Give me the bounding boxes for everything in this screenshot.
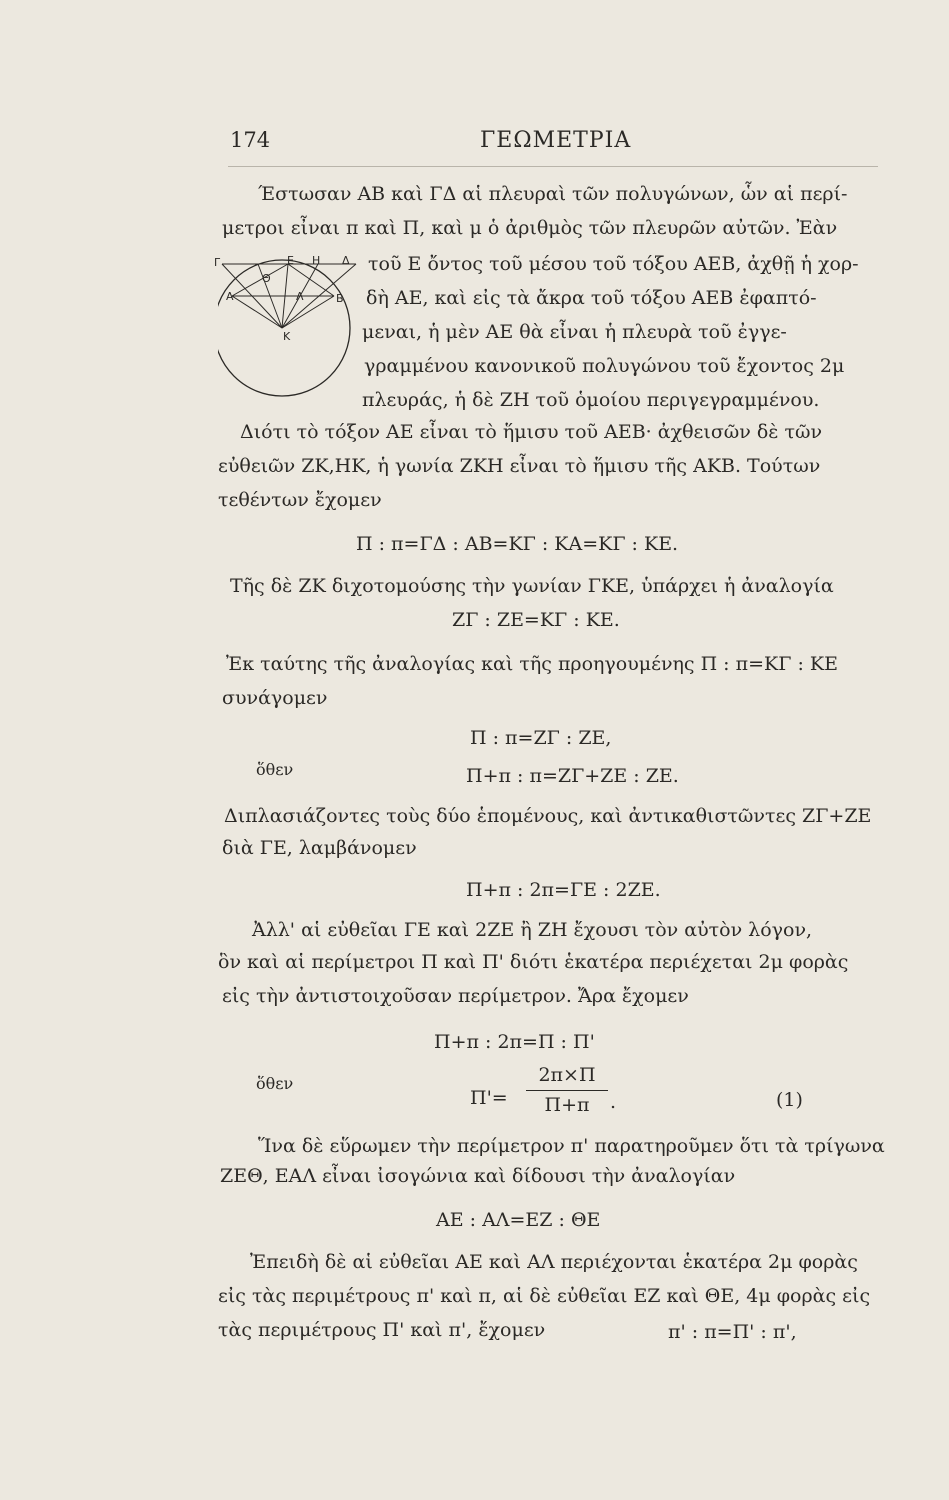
text-line: συνάγομεν	[222, 687, 328, 709]
fraction-period: .	[610, 1091, 617, 1113]
label-h: Η	[312, 254, 321, 267]
equation: Π+π : 2π=Π : Π'	[434, 1031, 595, 1053]
fraction-numerator: 2π×Π	[538, 1064, 596, 1086]
equation-number: (1)	[776, 1089, 803, 1111]
equation: ΖΓ : ΖΕ=ΚΓ : ΚΕ.	[452, 609, 620, 631]
text-line: Έστωσαν ΑΒ καὶ ΓΔ αἱ πλευραὶ τῶν πολυγώνων, ὧν αἱ περί-	[258, 183, 848, 205]
label-e: Ε	[287, 254, 294, 267]
fraction-denominator: Π+π	[544, 1094, 590, 1116]
text-line: τοῦ Ε ὄντος τοῦ μέσου τοῦ τόξου ΑΕΒ, ἀχθῇ ἡ χορ-	[368, 253, 859, 275]
equation: Π+π : π=ΖΓ+ΖΕ : ΖΕ.	[466, 765, 679, 787]
equation: Π : π=ΖΓ : ΖΕ,	[470, 727, 612, 749]
fraction-bar	[526, 1090, 608, 1091]
text-line: ὃν καὶ αἱ περίμετροι Π καὶ Π' διότι ἑκατέρα περιέχεται 2μ φορὰς	[218, 951, 849, 973]
text-line: Διότι τὸ τόξον ΑΕ εἶναι τὸ ἥμισυ τοῦ ΑΕΒ· ἀχθεισῶν δὲ τῶν	[240, 421, 823, 443]
text-line: Ἐκ ταύτης τῆς ἀναλογίας καὶ τῆς προηγουμένης Π : π=ΚΓ : ΚΕ	[226, 653, 838, 675]
text-line: ΖΕΘ, ΕΑΛ εἶναι ἰσογώνια καὶ δίδουσι τὴν ἀναλογίαν	[220, 1165, 736, 1187]
fraction-lhs: Π'=	[470, 1087, 508, 1109]
page-number: 174	[230, 128, 271, 152]
header-rule	[228, 166, 878, 167]
equation: Π+π : 2π=ΓΕ : 2ΖΕ.	[466, 879, 661, 901]
running-head: ΓΕΩΜΕΤΡΙΑ	[480, 128, 632, 153]
text-line: γραμμένου κανονικοῦ πολυγώνου τοῦ ἔχοντος 2μ	[364, 355, 845, 377]
text-line: διὰ ΓΕ, λαμβάνομεν	[222, 837, 417, 859]
text-line: εὐθειῶν ΖΚ,ΗΚ, ἡ γωνία ΖΚΗ εἶναι τὸ ἥμισυ τῆς ΑΚΒ. Τούτων	[218, 455, 821, 477]
equation: ΑΕ : ΑΛ=ΕΖ : ΘΕ	[436, 1209, 601, 1231]
label-th: Θ	[262, 272, 271, 285]
label-d: Δ	[342, 254, 350, 267]
text-line: μετροι εἶναι π καὶ Π, καὶ μ ὁ ἀριθμὸς τῶν πλευρῶν αὐτῶν. Ἐὰν	[222, 217, 838, 239]
text-othen: ὅθεν	[256, 1074, 294, 1093]
chord-eb	[288, 264, 334, 296]
label-g: Γ	[214, 256, 221, 269]
label-b: Β	[336, 292, 344, 305]
text-line: εἰς τὰς περιμέτρους π' καὶ π, αἱ δὲ εὐθεῖαι ΕΖ καὶ ΘΕ, 4μ φορὰς εἰς	[218, 1285, 871, 1307]
text-line: Ἵνα δὲ εὕρωμεν τὴν περίμετρον π' παρατηροῦμεν ὅτι τὰ τρίγωνα	[258, 1135, 885, 1157]
equation: π' : π=Π' : π',	[668, 1321, 797, 1343]
equation: Π : π=ΓΔ : ΑΒ=ΚΓ : ΚΑ=ΚΓ : ΚΕ.	[356, 533, 679, 555]
text-line: τεθέντων ἔχομεν	[218, 489, 382, 511]
text-line: τὰς περιμέτρους Π' καὶ π', ἔχομεν	[218, 1319, 546, 1341]
text-line: Ἐπειδὴ δὲ αἱ εὐθεῖαι ΑΕ καὶ ΑΛ περιέχονται ἑκατέρα 2μ φορὰς	[250, 1251, 858, 1273]
label-k: Κ	[283, 330, 291, 343]
text-line: Ἀλλ' αἱ εὐθεῖαι ΓΕ καὶ 2ΖΕ ἢ ΖΗ ἔχουσι τὸν αὐτὸν λόγον,	[252, 919, 813, 941]
text-line: πλευράς, ἡ δὲ ΖΗ τοῦ ὁμοίου περιγεγραμμένου.	[362, 389, 820, 411]
text-line: Διπλασιάζοντες τοὺς δύο ἑπομένους, καὶ ἀντικαθιστῶντες ΖΓ+ΖΕ	[224, 805, 872, 827]
text-line: εἰς τὴν ἀντιστοιχοῦσαν περίμετρον. Ἄρα ἔχομεν	[222, 985, 689, 1007]
text-othen: ὅθεν	[256, 760, 294, 779]
line-kb	[282, 296, 334, 328]
text-line: Τῆς δὲ ΖΚ διχοτομούσης τὴν γωνίαν ΓΚΕ, ὑπάρχει ἡ ἀναλογία	[230, 575, 834, 597]
label-l: Λ	[296, 290, 304, 303]
label-a: Α	[226, 290, 234, 303]
text-line: μεναι, ἡ μὲν ΑΕ θὰ εἶναι ἡ πλευρὰ τοῦ ἐγγε-	[362, 321, 787, 343]
text-line: δὴ ΑΕ, καὶ εἰς τὰ ἄκρα τοῦ τόξου ΑΕΒ ἐφαπτό-	[366, 287, 817, 309]
